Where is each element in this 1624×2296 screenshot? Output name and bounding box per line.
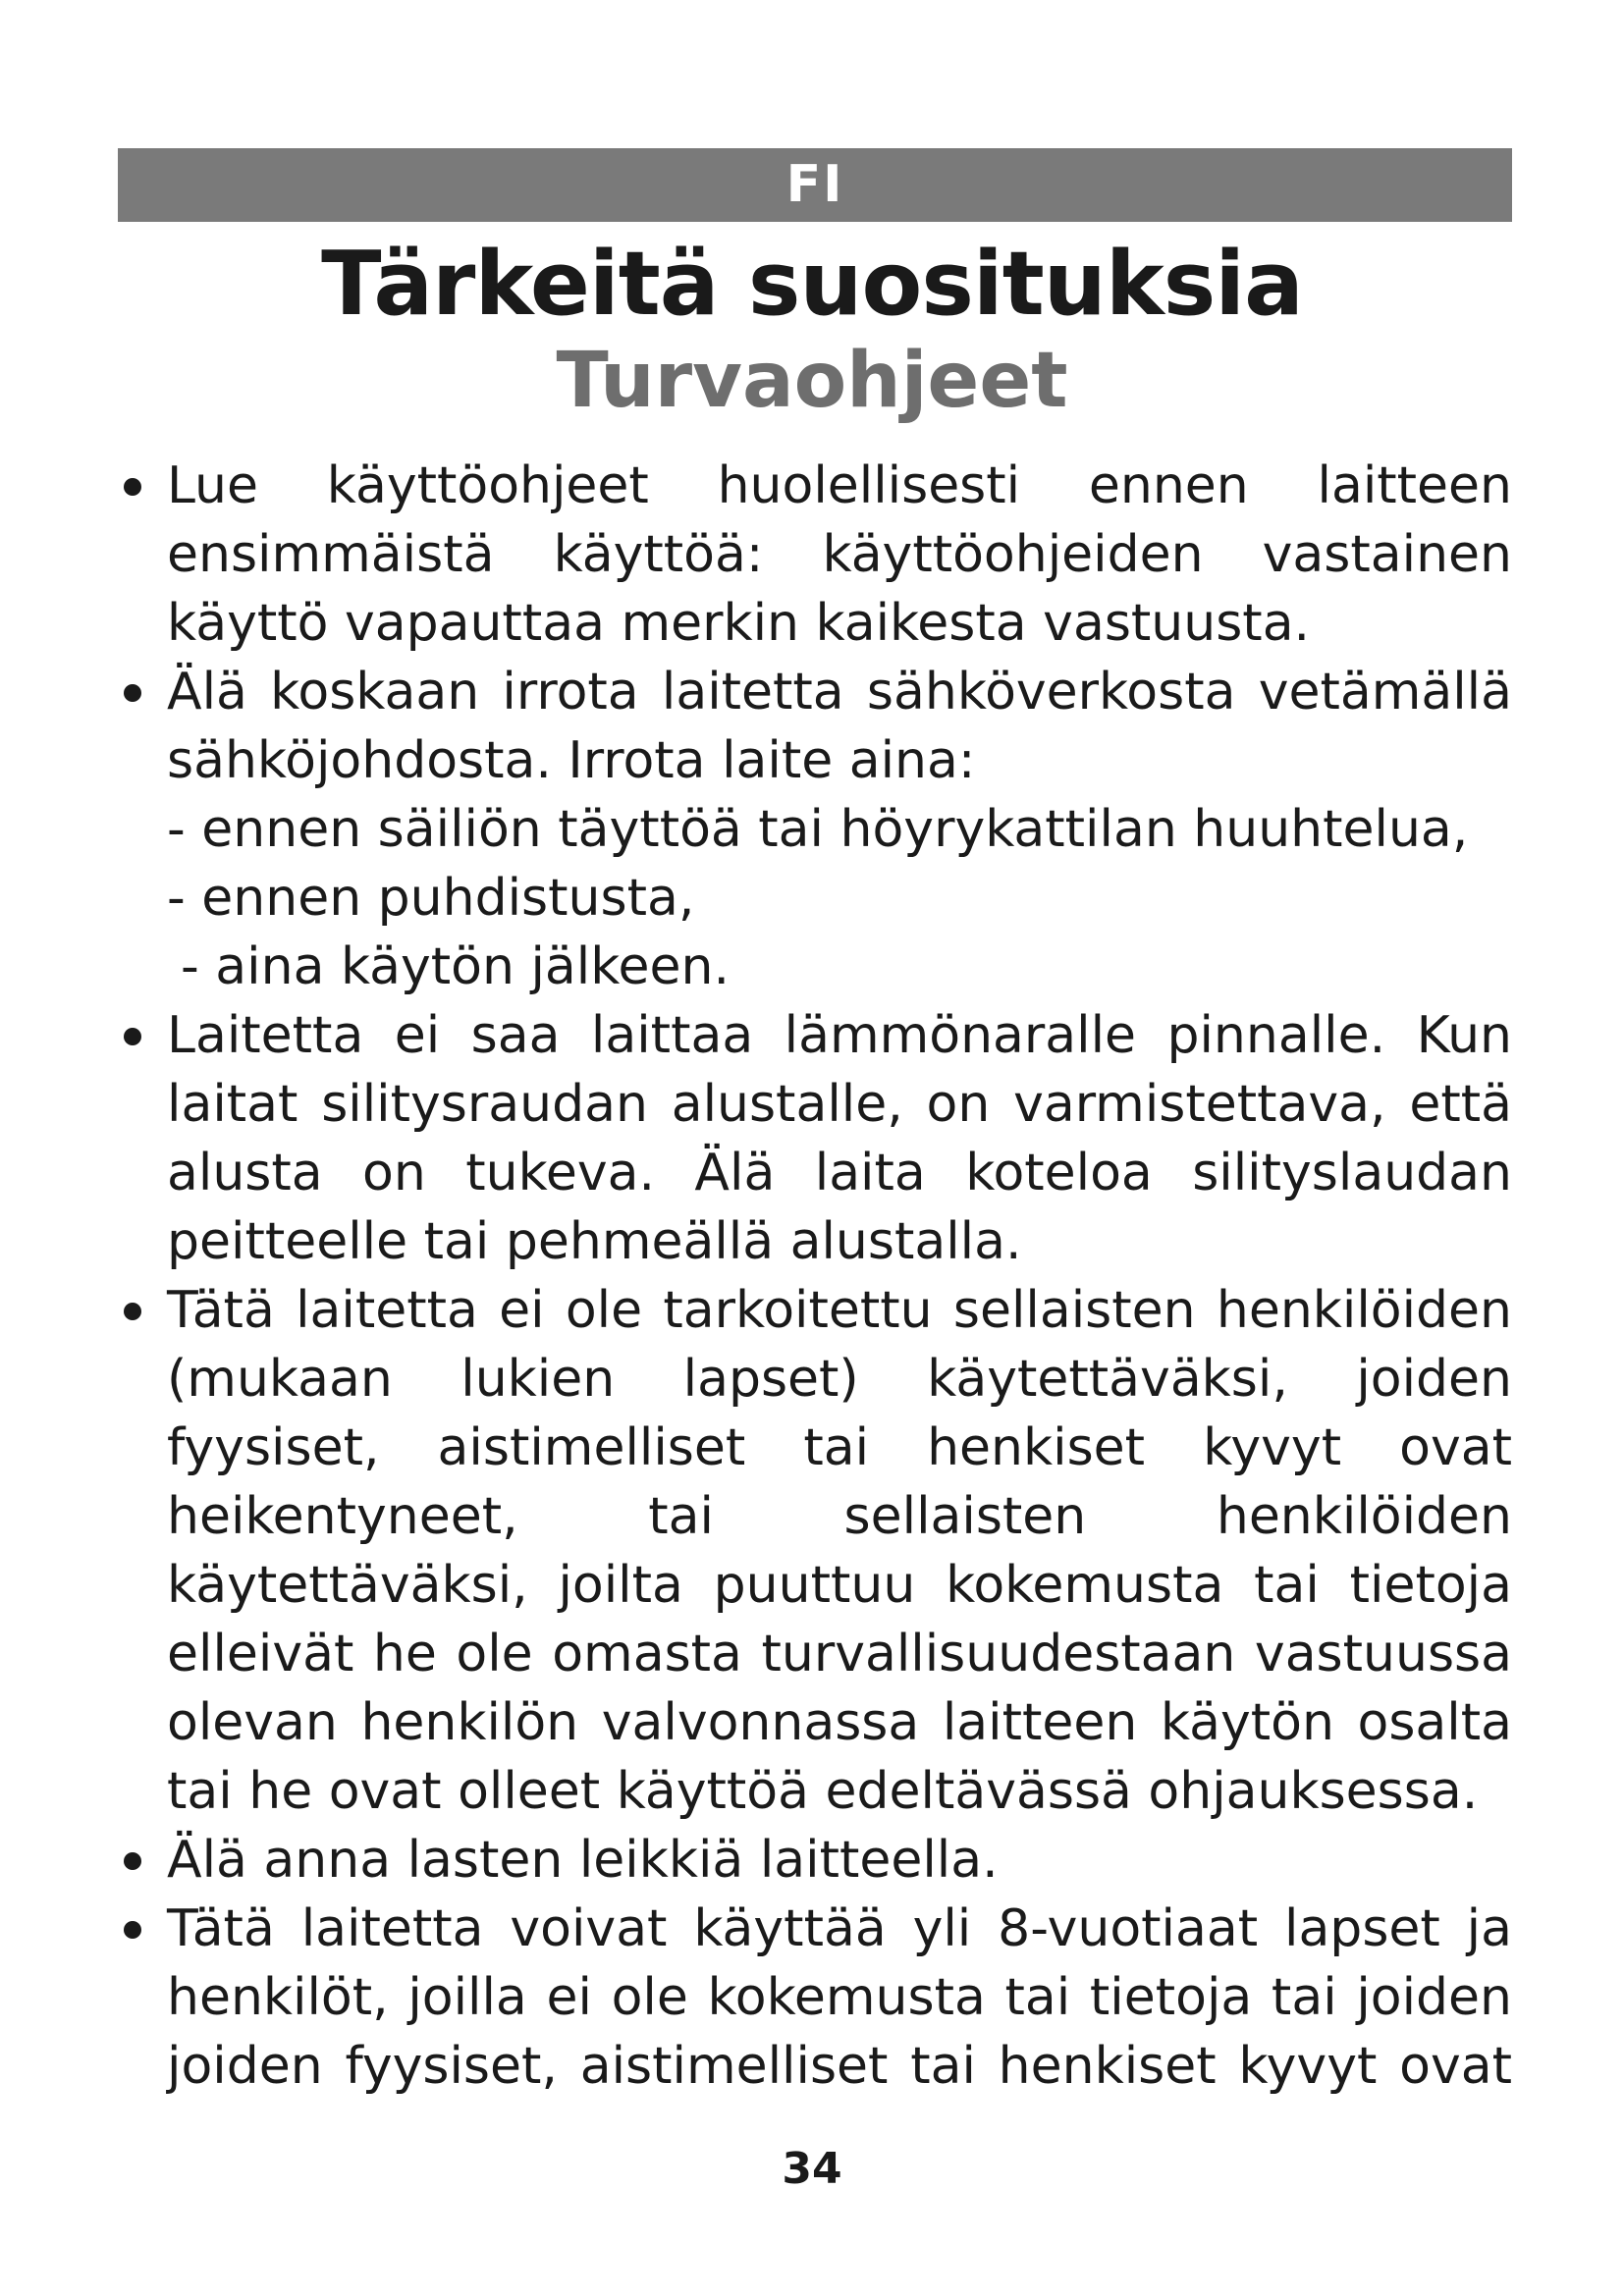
list-item <box>118 1826 1512 1895</box>
language-header-bar <box>118 148 1512 222</box>
list-item-text: Lue käyttöohjeet huolellisesti ennen laitteen ensimmäistä käyttöä: käyttöohjeiden vastainen käyttö vapauttaa merkin kaikesta vastuusta. <box>167 456 1512 653</box>
page-title: Tärkeitä suosituksia <box>321 233 1303 336</box>
sub-list-item: - ennen puhdistusta, <box>167 869 695 928</box>
list-item <box>118 1001 1512 1276</box>
language-code: FI <box>785 155 844 214</box>
page-number: 34 <box>782 2144 842 2194</box>
safety-instructions-list <box>118 452 1512 2101</box>
list-item-text: Älä koskaan irrota laitetta sähköverkosta vetämällä sähköjohdosta. Irrota laite aina: <box>167 663 1512 790</box>
page-subtitle: Turvaohjeet <box>556 337 1068 425</box>
sub-list-item: - aina käytön jälkeen. <box>181 937 730 996</box>
bullet-icon <box>124 684 141 702</box>
list-item <box>118 1895 1512 2101</box>
bullet-icon <box>124 1921 141 1939</box>
bullet-icon <box>124 1028 141 1045</box>
bullet-icon <box>124 1852 141 1870</box>
bullet-icon <box>124 478 141 496</box>
list-item-text: Älä anna lasten leikkiä laitteella. <box>167 1831 999 1890</box>
list-item <box>118 452 1512 658</box>
list-item-text: Tätä laitetta voivat käyttää yli 8-vuotiaat lapset ja henkilöt, joilla ei ole kokemusta tai tietoja tai joiden joiden fyysiset, aistimelliset tai henkiset kyvyt ovat <box>167 1899 1512 2096</box>
list-item-text: Tätä laitetta ei ole tarkoitettu sellaisten henkilöiden (mukaan lukien lapset) käytettäväksi, joiden fyysiset, aistimelliset tai henkiset kyvyt ovat heikentyneet, tai sellaisten henkilöiden käytettäväksi, joilta puuttuu kokemusta tai tietoja elleivät he ole omasta turvallisuudestaan vastuussa olevan henkilön valvonnassa laitteen käytön osalta tai he ovat olleet käyttöä edeltävässä ohjauksessa. <box>167 1281 1512 1821</box>
list-item-text: Laitetta ei saa laittaa lämmönaralle pinnalle. Kun laitat silitysraudan alustalle, on varmistettava, että alusta on tukeva. Älä laita koteloa silityslaudan peitteelle tai pehmeällä alustalla. <box>167 1006 1512 1271</box>
list-item <box>118 1276 1512 1826</box>
sub-list-item: - ennen säiliön täyttöä tai höyrykattilan huuhtelua, <box>167 800 1469 859</box>
list-item <box>118 658 1512 795</box>
bullet-icon <box>124 1303 141 1320</box>
